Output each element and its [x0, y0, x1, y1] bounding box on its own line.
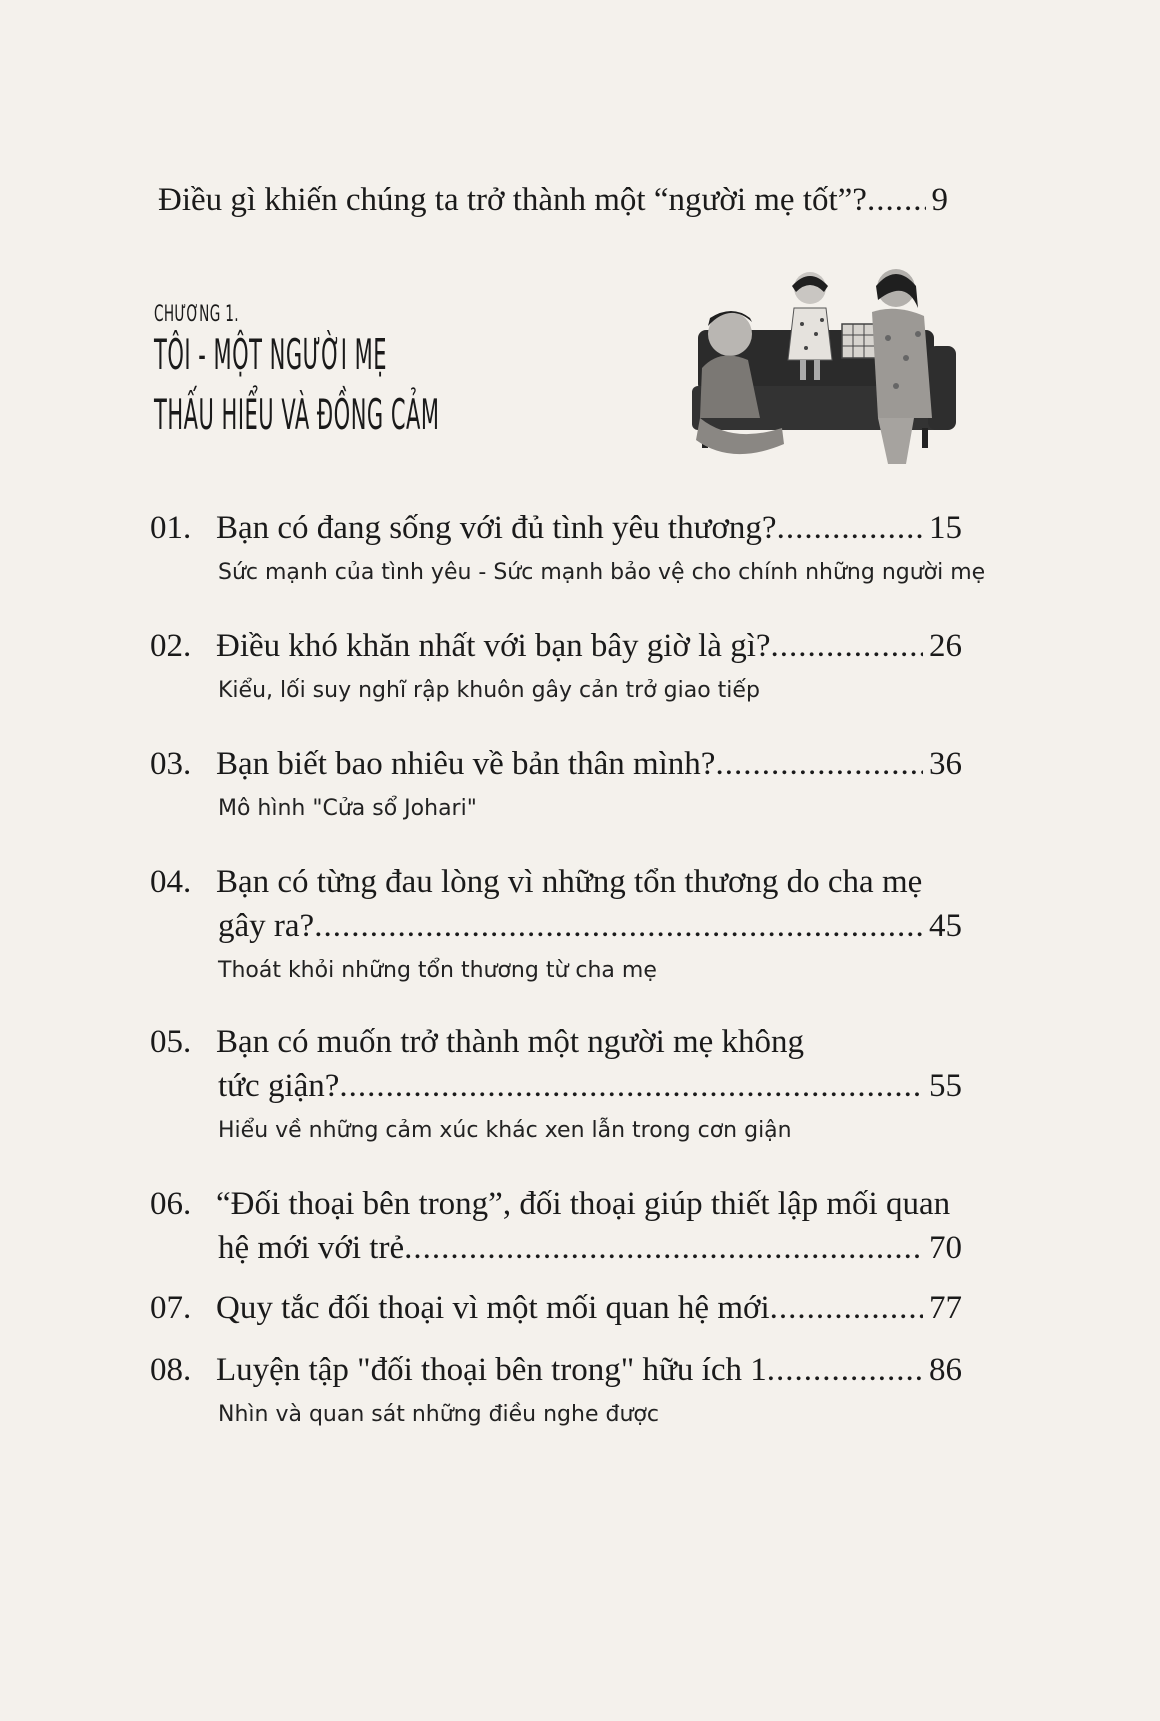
entry-title-line2: gây ra?: [218, 908, 315, 944]
entry-page: 70: [929, 1230, 962, 1266]
entry-title-line1: “Đối thoại bên trong”, đối thoại giúp thiết lập mối quan: [216, 1186, 951, 1222]
entry-title: Quy tắc đối thoại vì một mối quan hệ mới: [216, 1290, 770, 1326]
toc-entry-01: [150, 506, 986, 585]
toc-intro-page: 9: [931, 182, 948, 218]
child-dress: [788, 308, 832, 360]
toc-entry-04: [150, 860, 962, 983]
entry-page: 77: [929, 1290, 962, 1326]
entry-subtitle: Kiểu, lối suy nghĩ rập khuôn gây cản trở giao tiếp: [218, 678, 760, 703]
entry-title: Luyện tập "đối thoại bên trong" hữu ích 1: [216, 1352, 767, 1388]
toc-entry-05: [150, 1020, 962, 1143]
entry-number: 03.: [150, 746, 192, 782]
toc-intro-title: Điều gì khiến chúng ta trở thành một “người mẹ tốt”?: [158, 182, 867, 218]
entry-page: 15: [929, 510, 962, 546]
leader-dots: [314, 904, 923, 948]
entry-title-line1: Bạn có muốn trở thành một người mẹ không: [216, 1024, 805, 1060]
entry-subtitle: Mô hình "Cửa sổ Johari": [218, 796, 477, 821]
leader-dots: [770, 1286, 923, 1330]
toc-entry-08: [150, 1348, 962, 1427]
entry-title-line2: tức giận?: [218, 1068, 340, 1104]
leader-dots: [777, 506, 923, 550]
toc-entry-02: [150, 624, 962, 703]
chapter-title-line2: THẤU HIỂU VÀ ĐỒNG CẢM: [154, 390, 440, 439]
entry-subtitle: Sức mạnh của tình yêu - Sức mạnh bảo vệ cho chính những người mẹ: [218, 560, 986, 585]
entry-page: 36: [929, 746, 962, 782]
leader-dots: [767, 1348, 923, 1392]
entry-number: 02.: [150, 628, 192, 664]
entry-title: Điều khó khăn nhất với bạn bây giờ là gì?: [216, 628, 771, 664]
entry-title: Bạn có đang sống với đủ tình yêu thương?: [216, 510, 777, 546]
entry-number: 04.: [150, 864, 192, 900]
entry-subtitle: Thoát khỏi những tổn thương từ cha mẹ: [218, 958, 657, 983]
entry-number: 08.: [150, 1352, 192, 1388]
chapter-label: CHƯƠNG 1.: [154, 302, 239, 327]
sofa-arm: [928, 346, 956, 430]
book-icon: [842, 324, 876, 358]
entry-number: 01.: [150, 510, 192, 546]
entry-title-line1: Bạn có từng đau lòng vì những tổn thương do cha mẹ: [216, 864, 923, 900]
chapter-title-line1: TÔI - MỘT NGƯỜI MẸ: [154, 330, 388, 379]
leader-dots: [339, 1064, 923, 1108]
leader-dots: [771, 624, 923, 668]
toc-entry-07: [150, 1286, 962, 1330]
entry-page: 45: [929, 908, 962, 944]
family-sofa-illustration: [692, 268, 962, 478]
toc-entry-06: [150, 1182, 962, 1270]
entry-number: 05.: [150, 1024, 192, 1060]
toc-entry-03: [150, 742, 962, 821]
entry-number: 06.: [150, 1186, 192, 1222]
entry-subtitle: Hiểu về những cảm xúc khác xen lẫn trong cơn giận: [218, 1118, 792, 1143]
entry-page: 55: [929, 1068, 962, 1104]
entry-subtitle: Nhìn và quan sát những điều nghe được: [218, 1402, 659, 1427]
leader-dots: [715, 742, 923, 786]
entry-number: 07.: [150, 1290, 192, 1326]
entry-page: 86: [929, 1352, 962, 1388]
leader-dots: [404, 1226, 923, 1270]
entry-title-line2: hệ mới với trẻ: [218, 1230, 405, 1266]
entry-title: Bạn biết bao nhiêu về bản thân mình?: [216, 746, 716, 782]
toc-intro-line: [158, 182, 948, 219]
entry-page: 26: [929, 628, 962, 664]
mother-body: [872, 309, 932, 418]
leader-dots: [867, 182, 926, 219]
